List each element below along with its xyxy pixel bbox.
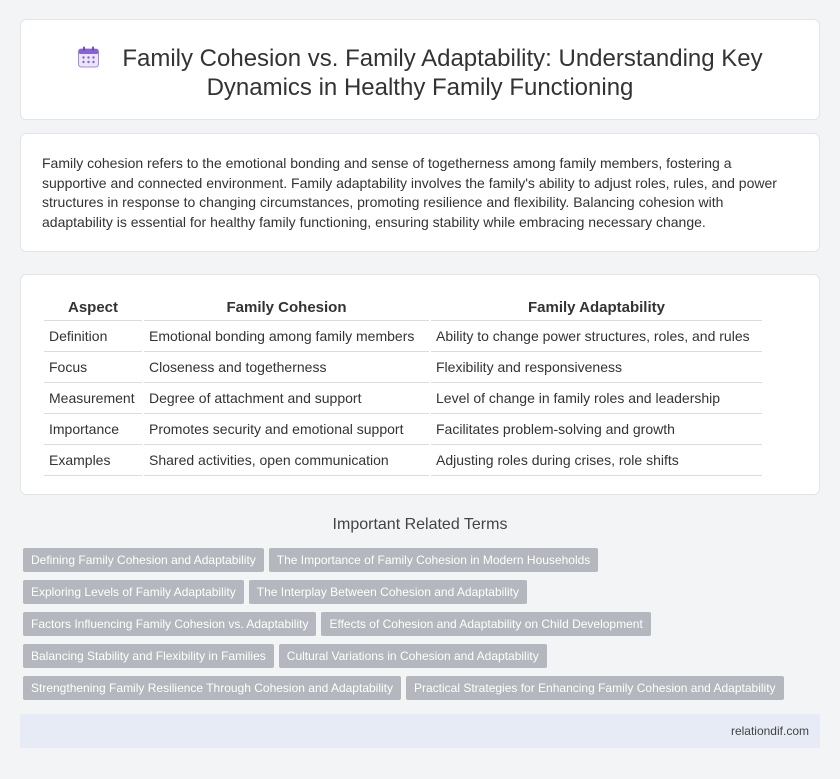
cell-aspect: Measurement xyxy=(44,383,142,414)
comparison-table xyxy=(42,293,764,476)
related-terms-heading: Important Related Terms xyxy=(332,516,508,533)
cell-cohesion: Closeness and togetherness xyxy=(144,352,429,383)
header-adaptability: Family Adaptability xyxy=(431,293,762,321)
title-card xyxy=(20,19,820,120)
calendar-icon xyxy=(77,46,100,69)
tag-row xyxy=(23,676,823,708)
table-row xyxy=(44,352,762,383)
cell-adaptability: Flexibility and responsiveness xyxy=(431,352,762,383)
related-term-tag[interactable]: Strengthening Family Resilience Through Cohesion and Adaptability xyxy=(23,676,401,700)
tag-row xyxy=(23,548,823,580)
header-cohesion: Family Cohesion xyxy=(144,293,429,321)
table-row xyxy=(44,414,762,445)
related-terms-list xyxy=(23,548,823,708)
tag-row xyxy=(23,580,823,612)
related-term-tag[interactable]: Balancing Stability and Flexibility in Families xyxy=(23,644,274,668)
related-term-tag[interactable]: Factors Influencing Family Cohesion vs. Adaptability xyxy=(23,612,316,636)
header-aspect: Aspect xyxy=(44,293,142,321)
table-header-row xyxy=(44,293,762,321)
comparison-card xyxy=(20,274,820,495)
intro-card xyxy=(20,133,820,252)
footer-site-link[interactable]: relationdif.com xyxy=(730,724,809,738)
cell-adaptability: Ability to change power structures, roles, and rules xyxy=(431,321,762,352)
page-title-wrap xyxy=(21,44,819,102)
footer xyxy=(20,714,820,748)
table-row xyxy=(44,383,762,414)
related-term-tag[interactable]: The Interplay Between Cohesion and Adaptability xyxy=(249,580,527,604)
related-term-tag[interactable]: Effects of Cohesion and Adaptability on Child Development xyxy=(321,612,650,636)
cell-cohesion: Emotional bonding among family members xyxy=(144,321,429,352)
table-row xyxy=(44,445,762,476)
cell-aspect: Importance xyxy=(44,414,142,445)
page-title: Family Cohesion vs. Family Adaptability: Understanding Key Dynamics in Healthy Family Functioning xyxy=(122,45,763,101)
related-term-tag[interactable]: Cultural Variations in Cohesion and Adaptability xyxy=(279,644,547,668)
cell-cohesion: Shared activities, open communication xyxy=(144,445,429,476)
cell-cohesion: Promotes security and emotional support xyxy=(144,414,429,445)
cell-adaptability: Facilitates problem-solving and growth xyxy=(431,414,762,445)
table-row xyxy=(44,321,762,352)
cell-cohesion: Degree of attachment and support xyxy=(144,383,429,414)
intro-text: Family cohesion refers to the emotional bonding and sense of togetherness among family members, fostering a supportive and connected environment. Family adaptability involves the family's ability to adjust roles, rules, and power structures in response to changing circumstances, promoting resilience and flexibility. Balancing cohesion with adaptability is essential for healthy family functioning, ensuring stability while embracing necessary change. xyxy=(42,155,777,230)
cell-adaptability: Level of change in family roles and leadership xyxy=(431,383,762,414)
related-term-tag[interactable]: Practical Strategies for Enhancing Family Cohesion and Adaptability xyxy=(406,676,784,700)
tag-row xyxy=(23,612,823,644)
tag-row xyxy=(23,644,823,676)
cell-adaptability: Adjusting roles during crises, role shifts xyxy=(431,445,762,476)
cell-aspect: Definition xyxy=(44,321,142,352)
related-term-tag[interactable]: Defining Family Cohesion and Adaptability xyxy=(23,548,264,572)
related-term-tag[interactable]: The Importance of Family Cohesion in Modern Households xyxy=(269,548,599,572)
cell-aspect: Focus xyxy=(44,352,142,383)
cell-aspect: Examples xyxy=(44,445,142,476)
related-term-tag[interactable]: Exploring Levels of Family Adaptability xyxy=(23,580,244,604)
